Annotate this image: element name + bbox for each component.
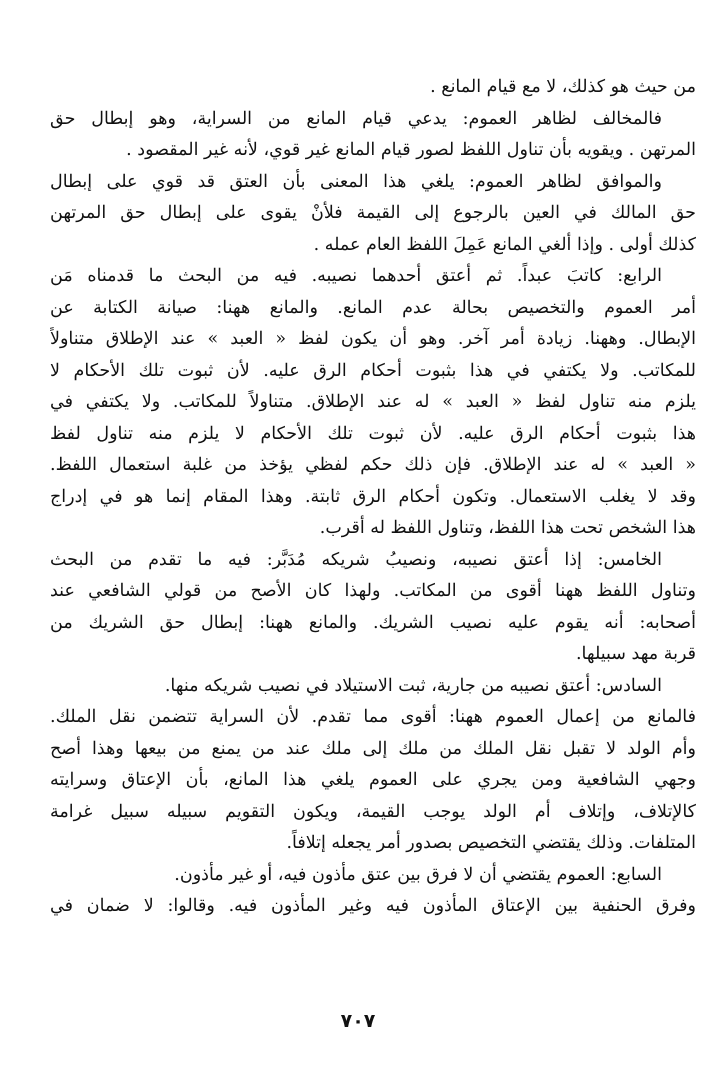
text-line-3: المرتهن . ويقويه بأن تناول اللفظ لصور قيام المانع غير قوي، لأنه غير المقصود .: [126, 140, 696, 160]
text-line-19: قربة مهد سبيلها.: [575, 644, 696, 664]
text-line-8: أمر العموم والتخصيص بحالة عدم المانع. والمانع ههنا: صيانة الكتابة عن: [50, 297, 696, 318]
text-line-26: السابع: العموم يقتضي أن لا فرق بين عتق مأذون فيه، أو غير مأذون.: [174, 864, 662, 885]
text-line-12: هذا بثبوت أحكام الرق عليه. لأن ثبوت تلك الأحكام لا يلزم منه تناول لفظ: [50, 423, 696, 444]
text-line-4: والموافق لظاهر العموم: يلغي هذا المعنى بأن العتق قد قوي على إبطال: [50, 171, 662, 192]
text-line-16: الخامس: إذا أعتق نصيبه، ونصيبُ شريكه مُدَبَّر: فيه ما تقدم من البحث: [50, 549, 662, 570]
text-line-14: وقد لا يغلب الاستعمال. وتكون أحكام الرق ثابتة. وهذا المقام إنما هو في إدراج: [50, 486, 696, 507]
text-line-5: حق المالك في العين بالرجوع إلى القيمة فلأنْ يقوى على إبطال حق المرتهن: [50, 203, 696, 223]
text-line-18: أصحابه: أنه يقوم عليه نصيب الشريك. والمانع ههنا: إبطال حق الشريك من: [50, 612, 696, 633]
text-line-15: هذا الشخص تحت هذا اللفظ، وتناول اللفظ له أقرب.: [319, 518, 696, 538]
text-line-2: فالمخالف لظاهر العموم: يدعي قيام المانع من السراية، وهو إبطال حق: [50, 108, 662, 129]
text-line-21: فالمانع من إعمال العموم ههنا: أقوى مما تقدم. لأن السراية تتضمن نقل الملك.: [50, 707, 696, 727]
text-line-17: وتناول اللفظ ههنا أقوى من المكاتب. ولهذا كان الأصح من قولي الشافعي عند: [50, 581, 696, 601]
text-line-25: المتلفات. وذلك يقتضي التخصيص بصدور أمر يجعله إتلافاً.: [286, 833, 696, 853]
text-line-10: للمكاتب. ولا يكتفي في هذا بثبوت أحكام الرق عليه. لأن ثبوت تلك الأحكام لا: [50, 360, 696, 381]
text-line-24: كالإتلاف، وإتلاف أم الولد يوجب القيمة، ويكون التقويم سبيله سبيل غرامة: [50, 801, 696, 822]
page-body: [50, 72, 696, 923]
text-line-9: الإبطال. وههنا. زيادة أمر آخر. وهو أن يكون لفظ « العبد » عند الإطلاق متناولاً: [50, 329, 696, 349]
page-number: ٧٠٧: [340, 1010, 376, 1032]
text-line-23: وجهي الشافعية ومن يجري على العموم يلغي هذا المانع، بأن الإعتاق وسرايته: [50, 770, 696, 790]
text-line-11: يلزم منه تناول لفظ « العبد » له عند الإطلاق. متناولاً للمكاتب. ولا يكتفي في: [50, 392, 696, 412]
text-line-27: وفرق الحنفية بين الإعتاق المأذون فيه وغير المأذون فيه. وقالوا: لا ضمان في: [50, 896, 696, 916]
text-line-20: السادس: أعتق نصيبه من جارية، ثبت الاستيلاد في نصيب شريكه منها.: [164, 675, 662, 696]
text-line-7: الرابع: كاتبَ عبداً. ثم أعتق أحدهما نصيبه. فيه من البحث ما قدمناه مَن: [50, 266, 662, 286]
text-line-22: وأم الولد لا تقبل نقل الملك من ملك إلى ملك عند من يمنع من بيعها وهذا أصح: [50, 738, 696, 759]
text-line-6: كذلك أولى . وإذا ألغي المانع عَمِلَ اللفظ العام عمله .: [313, 234, 696, 255]
text-line-1: من حيث هو كذلك، لا مع قيام المانع .: [430, 77, 696, 97]
text-line-13: « العبد » له عند الإطلاق. فإن ذلك حكم لفظي يؤخذ من غلبة استعمال اللفظ.: [50, 455, 696, 475]
